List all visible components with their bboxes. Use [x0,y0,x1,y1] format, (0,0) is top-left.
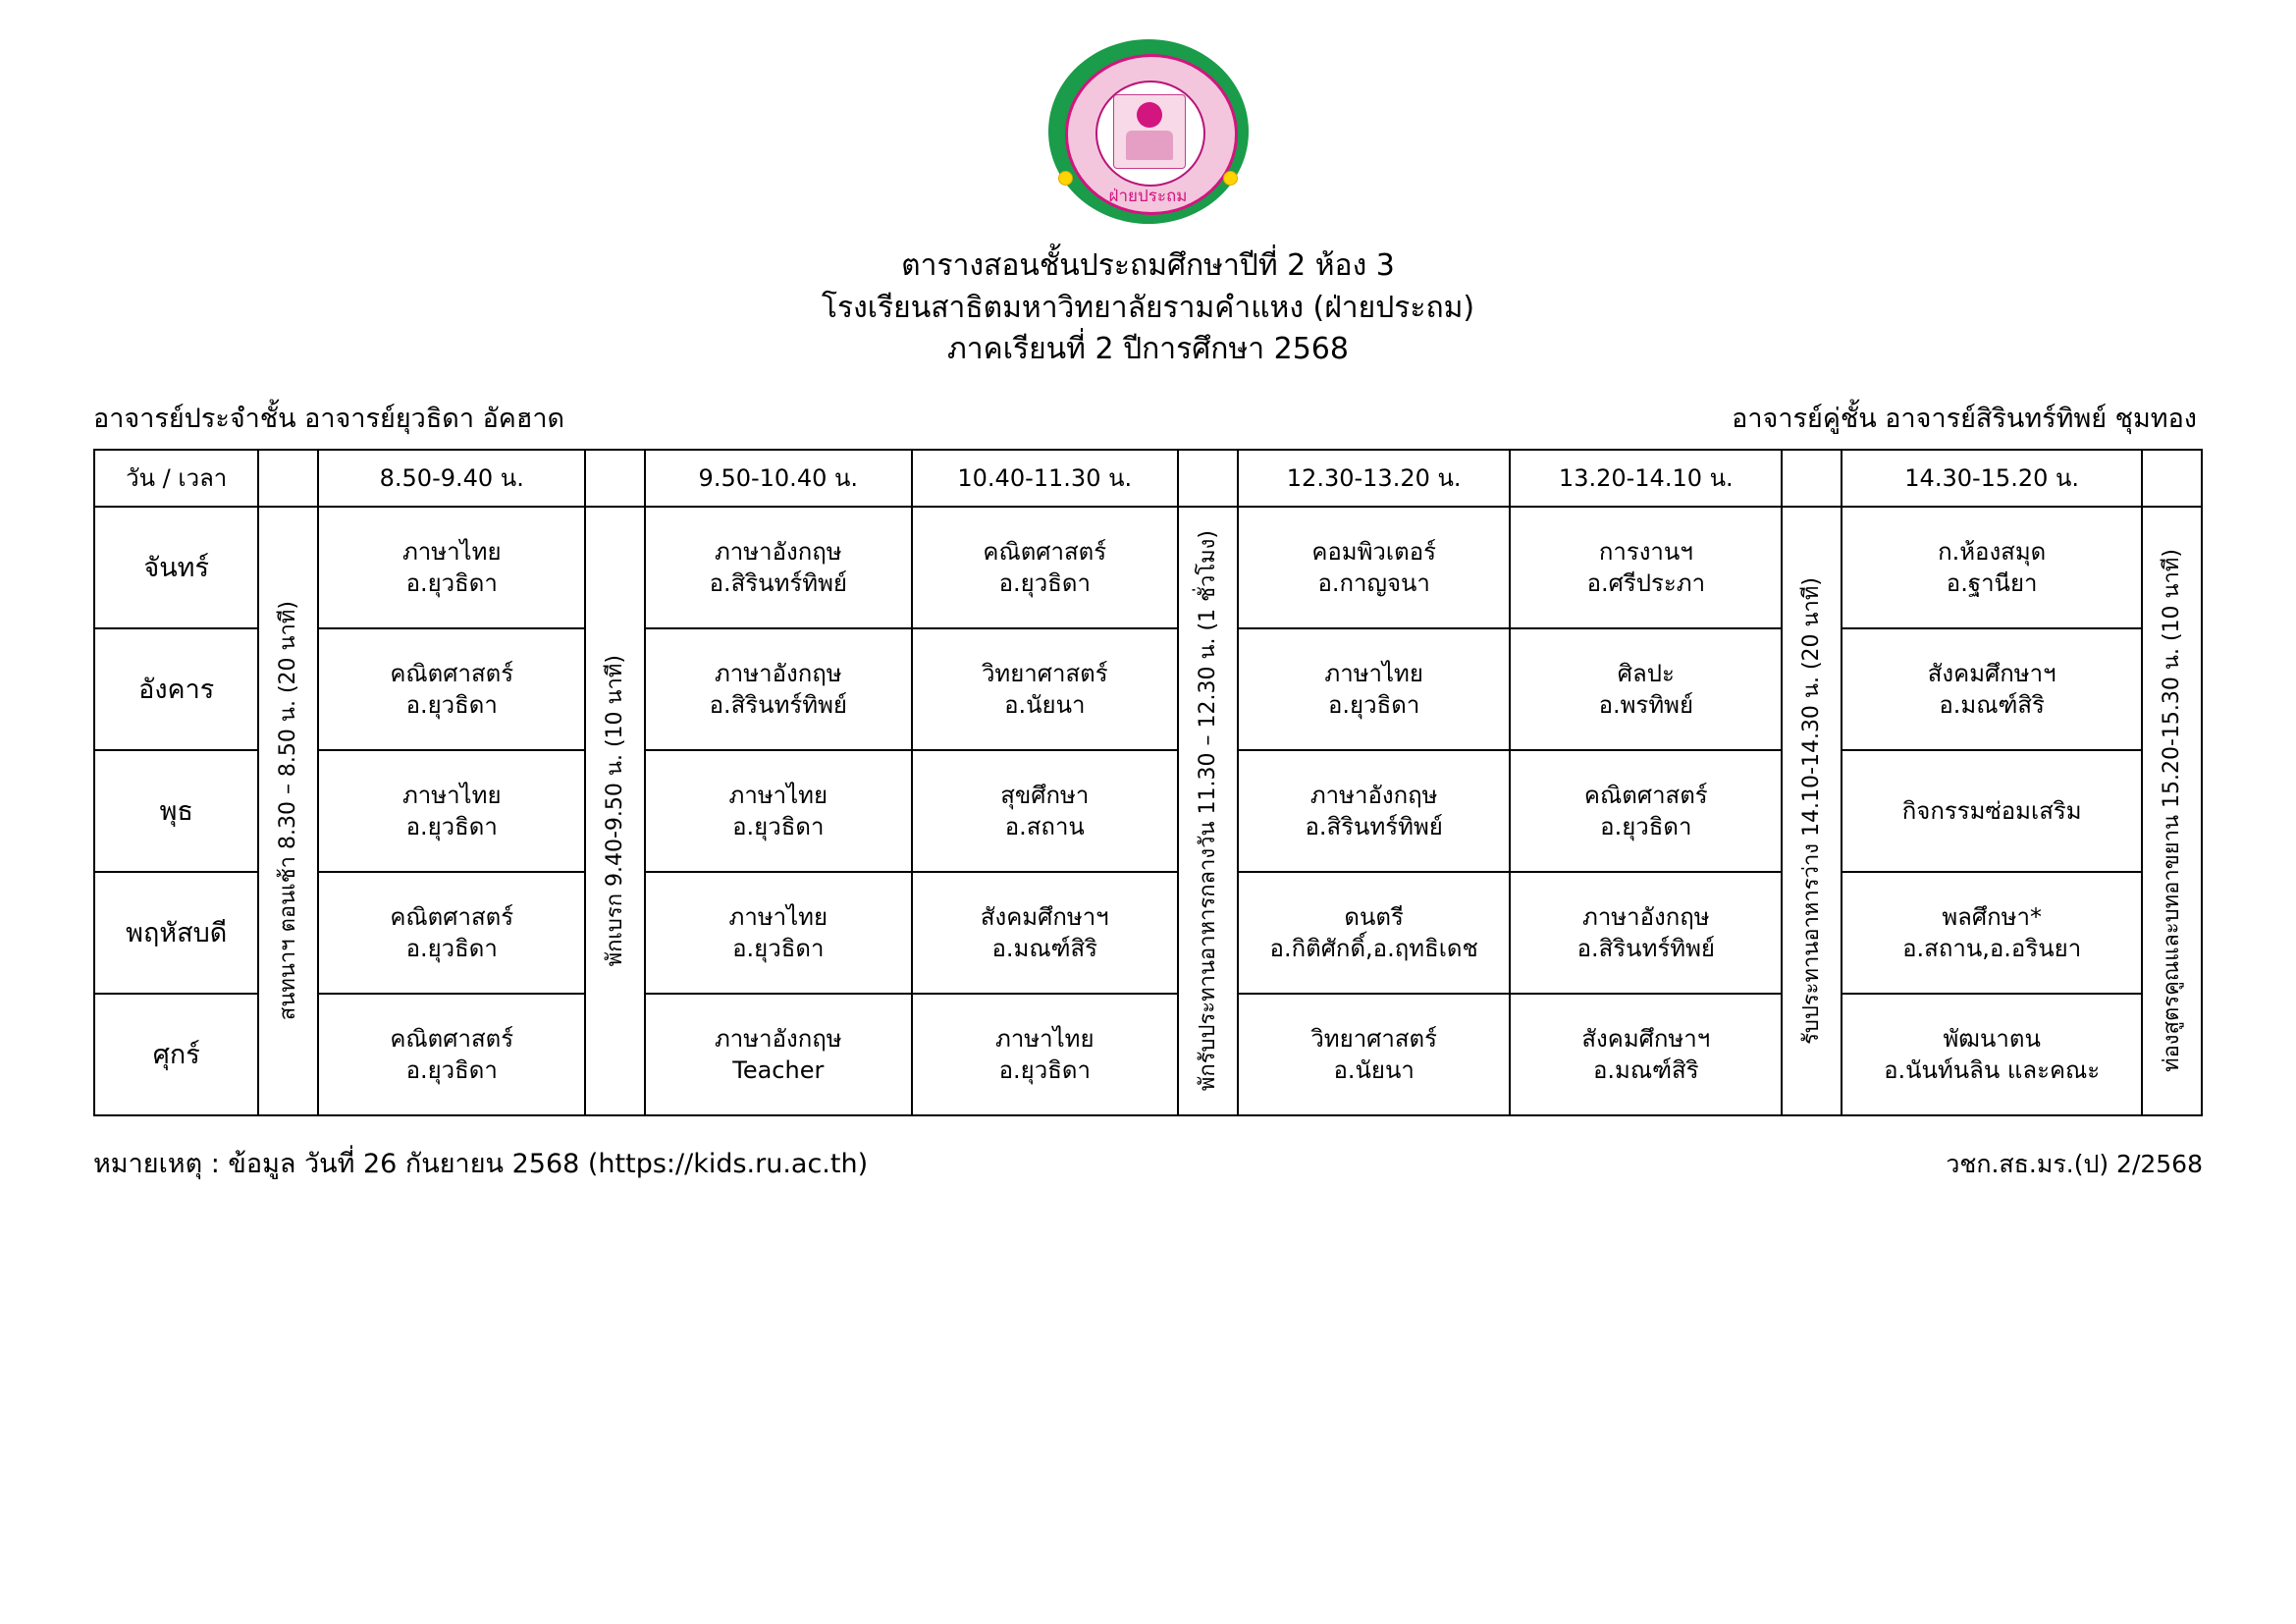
cell-subject: สังคมศึกษาฯ [1927,659,2056,687]
cell-subject: วิทยาศาสตร์ [981,659,1108,687]
cell-subject: คอมพิวเตอร์ [1311,537,1436,566]
cell-subject: ภาษาไทย [728,781,828,809]
cell-subject: ภาษาไทย [1324,659,1423,687]
break-column-2-label: พักเบรก 9.40-9.50 น. (10 นาที) [602,655,627,967]
cell-teacher: อ.ยุวธิดา [1600,812,1692,840]
cell-teacher: อ.ยุวธิดา [998,1056,1091,1084]
schedule-cell [645,507,911,628]
day-label: ศุกร์ [94,994,258,1115]
cell-teacher: อ.สิรินทร์ทิพย์ [1576,934,1715,962]
schedule-table [93,449,2203,1116]
break-column-5-label: ท่องสูตรคูณและบทอาขยาน 15.20-15.30 น. (10 นาที) [2159,549,2184,1073]
cell-teacher: อ.กาญจนา [1317,568,1430,597]
cell-subject: ภาษาไทย [401,537,502,566]
cell-subject: ภาษาอังกฤษ [1582,902,1710,931]
schedule-table-head [94,450,2202,507]
cell-teacher: อ.มณฑ์สิริ [991,934,1098,962]
schedule-cell [1510,507,1782,628]
cell-subject: ภาษาอังกฤษ [1309,781,1438,809]
break-column-1 [258,507,318,1115]
schedule-cell [1510,750,1782,872]
schedule-cell [645,872,911,994]
cell-teacher: อ.ยุวธิดา [1328,690,1420,719]
header-slot-5: 13.20-14.10 น. [1510,450,1782,507]
cell-teacher: อ.ยุวธิดา [405,934,498,962]
schedule-cell [1238,628,1510,750]
cell-subject: สังคมศึกษาฯ [1581,1024,1711,1053]
break-column-3 [1178,507,1238,1115]
table-header-row [94,450,2202,507]
cell-teacher: อ.ยุวธิดา [405,1056,498,1084]
schedule-cell [1842,750,2141,872]
schedule-cell [645,750,911,872]
schedule-cell [1238,507,1510,628]
table-row [94,628,2202,750]
schedule-table-body [94,507,2202,1115]
schedule-cell [912,507,1178,628]
break-column-4-header [1782,450,1842,507]
header-slot-4: 12.30-13.20 น. [1238,450,1510,507]
table-row [94,750,2202,872]
table-row [94,507,2202,628]
break-column-1-header [258,450,318,507]
logo-department-label: ฝ่ายประถม [1108,187,1188,206]
break-column-4-label: รับประทานอาหารว่าง 14.10-14.30 น. (20 นาที) [1799,576,1825,1045]
cell-subject: ภาษาไทย [728,902,828,931]
schedule-cell [912,750,1178,872]
cell-subject: คณิตศาสตร์ [983,537,1107,566]
cell-teacher: อ.พรทิพย์ [1598,690,1694,719]
schedule-cell [1510,628,1782,750]
cell-subject: สังคมศึกษาฯ [980,902,1109,931]
logo-flower-left-icon [1058,171,1073,186]
cell-teacher: อ.สถาน,อ.อรินยา [1902,934,2082,962]
schedule-cell [1238,994,1510,1115]
cell-subject: พัฒนาตน [1943,1024,2041,1053]
cell-subject: ศิลปะ [1617,659,1675,687]
cell-subject: การงานฯ [1598,537,1693,566]
cell-subject: วิทยาศาสตร์ [1310,1024,1437,1053]
cell-subject: ภาษาอังกฤษ [714,1024,842,1053]
teacher-info-row [93,397,2203,439]
day-label: อังคาร [94,628,258,750]
cell-subject: คณิตศาสตร์ [1583,781,1708,809]
schedule-cell [318,750,584,872]
cell-teacher: อ.ยุวธิดา [732,812,825,840]
header-slot-2: 9.50-10.40 น. [645,450,911,507]
title-line-1: ตารางสอนชั้นประถมศึกษาปีที่ 2 ห้อง 3 [901,248,1395,283]
break-column-1-label: สนทนาฯ ตอนเช้า 8.30 – 8.50 น. (20 นาที) [276,601,301,1021]
cell-teacher: อ.สิรินทร์ทิพย์ [709,568,847,597]
cell-subject: คณิตศาสตร์ [390,659,514,687]
schedule-cell [1510,994,1782,1115]
header-slot-3: 10.40-11.30 น. [912,450,1178,507]
cell-teacher: อ.ยุวธิดา [732,934,825,962]
schedule-cell [318,628,584,750]
footer-note: หมายเหตุ : ข้อมูล วันที่ 26 กันยายน 2568 (https://kids.ru.ac.th) [93,1148,869,1179]
schedule-cell [318,994,584,1115]
cell-subject: คณิตศาสตร์ [390,1024,514,1053]
break-column-2 [585,507,645,1115]
cell-teacher: อ.ยุวธิดา [405,690,498,719]
title-line-2: โรงเรียนสาธิตมหาวิทยาลัยรามคำแหง (ฝ่ายประถม) [821,290,1475,325]
logo-emblem-icon [1113,94,1186,169]
cell-teacher: อ.มณฑ์สิริ [1939,690,2045,719]
break-column-2-header [585,450,645,507]
cell-subject: ภาษาอังกฤษ [714,537,842,566]
schedule-cell [912,994,1178,1115]
cell-subject: กิจกรรมซ่อมเสริม [1901,796,2082,825]
break-column-3-header [1178,450,1238,507]
cell-subject: ก.ห้องสมุด [1938,537,2047,566]
schedule-cell [318,507,584,628]
schedule-cell [1510,872,1782,994]
cell-subject: ภาษาไทย [995,1024,1095,1053]
page-title [93,245,2203,371]
cell-subject: ภาษาอังกฤษ [714,659,842,687]
cell-teacher: อ.ยุวธิดา [405,812,498,840]
schedule-cell [645,628,911,750]
break-column-3-label: พักรับประทานอาหารกลางวัน 11.30 – 12.30 น. (1 ชั่วโมง) [1196,530,1221,1092]
cell-teacher: อ.กิติศักดิ์,อ.ฤทธิเดช [1269,934,1478,962]
day-label: พฤหัสบดี [94,872,258,994]
cell-teacher: Teacher [732,1056,825,1084]
cell-subject: คณิตศาสตร์ [390,902,514,931]
day-label: พุธ [94,750,258,872]
schedule-cell [1842,628,2141,750]
cell-teacher: อ.ยุวธิดา [405,568,498,597]
cell-teacher: อ.สถาน [1004,812,1085,840]
cell-subject: ภาษาไทย [401,781,502,809]
cell-teacher: อ.สิรินทร์ทิพย์ [1305,812,1443,840]
schedule-cell [1842,872,2141,994]
school-logo-container [93,0,2203,242]
cell-teacher: อ.นันท์นลิน และคณะ [1884,1056,2101,1084]
break-column-5 [2142,507,2202,1115]
cell-subject: ดนตรี [1344,902,1404,931]
schedule-cell [318,872,584,994]
schedule-cell [1842,507,2141,628]
cell-subject: พลศึกษา* [1942,902,2042,931]
co-teacher-label: อาจารย์คู่ชั้น อาจารย์สิรินทร์ทิพย์ ชุมทอง [1732,403,2197,434]
homeroom-teacher-label: อาจารย์ประจำชั้น อาจารย์ยุวธิดา อัคฮาด [93,403,565,434]
title-line-3: ภาคเรียนที่ 2 ปีการศึกษา 2568 [947,332,1349,367]
schedule-cell [1238,750,1510,872]
cell-teacher: อ.สิรินทร์ทิพย์ [709,690,847,719]
schedule-cell [1842,994,2141,1115]
cell-teacher: อ.นัยนา [1004,690,1086,719]
break-column-5-header [2142,450,2202,507]
schedule-cell [912,628,1178,750]
cell-teacher: อ.นัยนา [1333,1056,1415,1084]
table-row [94,994,2202,1115]
header-slot-1: 8.50-9.40 น. [318,450,584,507]
schedule-cell [912,872,1178,994]
schedule-cell [645,994,911,1115]
logo-flower-right-icon [1223,171,1238,186]
header-slot-6: 14.30-15.20 น. [1842,450,2141,507]
schedule-cell [1238,872,1510,994]
cell-subject: สุขศึกษา [1000,781,1090,809]
cell-teacher: อ.ศรีประภา [1586,568,1706,597]
header-day-time: วัน / เวลา [94,450,258,507]
school-logo [1035,33,1262,242]
cell-teacher: อ.มณฑ์สิริ [1593,1056,1699,1084]
table-row [94,872,2202,994]
cell-teacher: อ.ยุวธิดา [998,568,1091,597]
cell-teacher: อ.ฐานียา [1946,568,2038,597]
break-column-4 [1782,507,1842,1115]
footer-doc-code: วชก.สธ.มร.(ป) 2/2568 [1946,1149,2203,1178]
day-label: จันทร์ [94,507,258,628]
footer [93,1142,2203,1184]
